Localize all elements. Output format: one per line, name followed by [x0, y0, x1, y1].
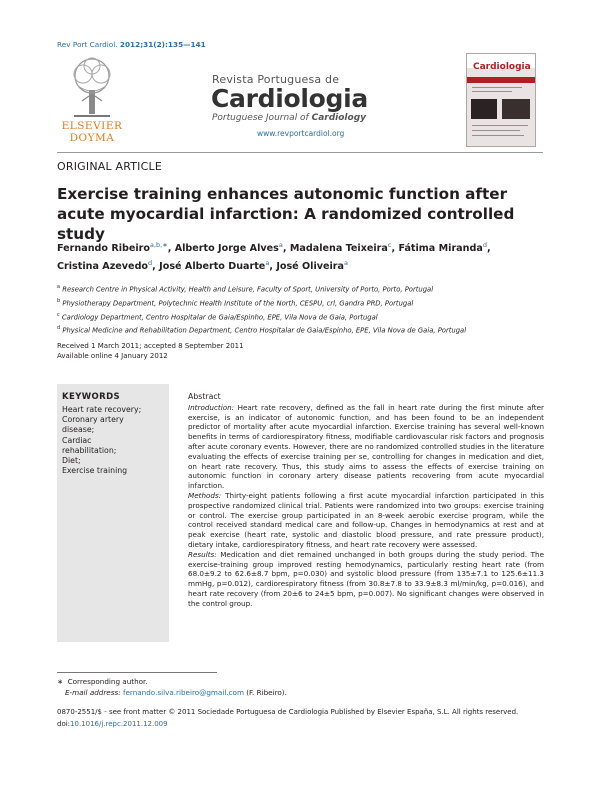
keywords-heading: KEYWORDS — [62, 392, 121, 402]
cover-figure — [502, 99, 530, 119]
copyright-line: 0870-2551/$ - see front matter © 2011 Sociedade Portuguesa de Cardiologia Published by Elsevier España, S.L. All rights reserved. — [57, 708, 519, 716]
journal-english-bold: Cardiology — [311, 113, 367, 123]
footnote-divider — [57, 672, 217, 673]
email-line: E-mail address: fernando.silva.ribeiro@gmail.com (F. Ribeiro). — [65, 688, 287, 697]
doi-link[interactable]: 10.1016/j.repc.2011.12.009 — [70, 719, 168, 728]
affiliation: $^c$ Cardiology Department, Centro Hospitalar de Gaia/Espinho, EPE, Vila Nova de Gaia, Portugal — [57, 311, 378, 321]
author: Alberto Jorge Alves$^a$, — [174, 241, 290, 255]
footnote — [57, 676, 537, 698]
journal-cover-image — [466, 53, 536, 147]
journal-title-line1: Revista Portuguesa de — [212, 73, 340, 86]
article-title: Exercise training enhances autonomic function after acute myocardial infarction: A randomized controlled study — [57, 185, 515, 243]
cover-figure — [471, 99, 497, 119]
cover-red-band — [467, 77, 535, 83]
cover-title: Cardiologia — [473, 62, 531, 72]
received-date: Received 1 March 2011; accepted 8 September 2011 — [57, 342, 244, 350]
author: José Oliveira$^a$ — [276, 259, 349, 273]
article-dates — [57, 341, 244, 361]
author-list — [57, 238, 547, 274]
cover-text-line — [472, 125, 528, 126]
article-type: ORIGINAL ARTICLE — [57, 160, 162, 173]
affiliation: $^b$ Physiotherapy Department, Polytechnic Health Institute of the North, CESPU, crl, Gandra PRD, Portugal — [57, 297, 414, 308]
abstract-introduction: Introduction: Heart rate recovery, defined as the fall in heart rate during the first minute after exercise, is an indicator of autonomic function, and has been found to be an independent predictor of mortality after acute myocardial infarction. Exercise training has several well-known benefits in terms of cardiorespiratory fitness, modifiable cardiovascular risk factors and prognosis after acute coronary events. However, there are no randomized controlled studies in the literature evaluating the effects of exercise training per se, controlling for changes in medication and diet, on heart rate recovery. Thus, this study aims to assess the effects of exercise training on autonomic function in coronary artery disease patients recovering from acute myocardial infarction. — [188, 402, 544, 491]
citation-volume: 2012;31(2):135—141 — [119, 40, 206, 49]
email-link[interactable]: fernando.silva.ribeiro@gmail.com — [122, 688, 244, 697]
author: Madalena Teixeira$^c$, — [289, 241, 399, 255]
journal-english-prefix: Portuguese Journal of — [212, 113, 309, 123]
keyword: Exercise training — [62, 466, 128, 476]
author: Fernando Ribeiro$^{a,b,∗}$, — [57, 241, 175, 255]
affiliation-list — [57, 282, 547, 337]
abstract — [188, 392, 544, 609]
elsevier-logo — [56, 56, 128, 144]
keyword: Cardiac — [62, 435, 92, 445]
keyword: disease; — [62, 425, 95, 435]
cover-text-line — [472, 87, 522, 88]
cover-text-line — [472, 91, 512, 92]
abstract-heading: Abstract — [188, 392, 221, 401]
abstract-methods: Methods: Thirty-eight patients following a first acute myocardial infarction participated in this prospective randomized clinical trial. Patients were randomized into two groups: exercise training or control. The exercise group participated in an 8-week aerobic exercise program, while the control received standard medical care and follow-up. Changes in hemodynamics at rest and at peak exercise (heart rate, systolic and diastolic blood pressure, and rate pressure product), dietary intake, cardiorespiratory fitness, and heart rate recovery were assessed. — [188, 490, 544, 549]
author: José Alberto Duarte$^a$, — [159, 259, 277, 273]
keyword: Diet; — [62, 456, 81, 466]
publisher-subname: DOYMA — [69, 132, 115, 144]
copyright-block — [57, 707, 547, 730]
journal-title-main: Cardiologia — [211, 84, 368, 113]
keywords-list — [62, 405, 167, 476]
affiliation: $^a$ Research Centre in Physical Activity, Health and Leisure, Faculty of Sport, University of Porto, Porto, Portugal — [57, 284, 434, 294]
keywords-box — [57, 384, 169, 642]
tree-icon — [68, 56, 116, 118]
citation-journal: Rev Port Cardiol. — [57, 40, 118, 49]
available-date: Available online 4 January 2012 — [57, 352, 168, 360]
keyword: rehabilitation; — [62, 445, 117, 455]
keyword: Coronary artery — [62, 415, 124, 425]
corresponding-author-note: ∗ Corresponding author. — [57, 677, 148, 686]
doi-line: doi:10.1016/j.repc.2011.12.009 — [57, 719, 168, 728]
journal-title-english — [212, 113, 366, 123]
abstract-results: Results: Medication and diet remained unchanged in both groups during the study period. The exercise-training group improved resting hemodynamics, particularly resting heart rate (from 68.0±9.2 to 62.6±8.7 bpm, p=0.030) and systolic blood pressure (from 135±7.1 to 125.6±11.3 mmHg, p=0.012), cardiorespiratory fitness (from 30.8±7.8 to 33.9±8.3 ml/min/kg, p=0.016), and heart rate recovery (from 20±6 to 24±5 bpm, p=0.007). No significant changes were observed in the control group. — [188, 549, 544, 608]
journal-website-link[interactable]: www.revportcardiol.org — [257, 129, 345, 138]
cover-text-line — [472, 135, 524, 136]
author: Cristina Azevedo$^d$, — [57, 259, 160, 273]
journal-citation — [57, 40, 206, 49]
keyword: Heart rate recovery; — [62, 405, 142, 414]
header-divider — [57, 152, 543, 153]
cover-text-line — [472, 130, 520, 131]
author: Fátima Miranda$^d$, — [398, 241, 491, 255]
publisher-name: ELSEVIER — [61, 120, 123, 132]
affiliation: $^d$ Physical Medicine and Rehabilitation Department, Centro Hospitalar de Gaia/Espinho, EPE, Vila Nova de Gaia, Portugal — [57, 325, 467, 335]
